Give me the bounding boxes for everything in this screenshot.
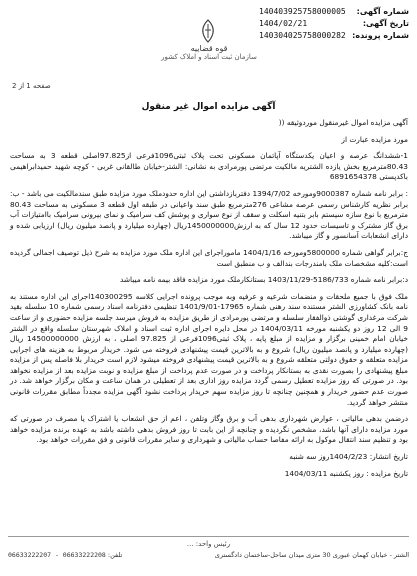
document-title: آگهی مزایده اموال غیر منقول xyxy=(141,102,276,112)
body-paragraph: ملک فوق با جمیع ملحقات و منضمات شرعیه و عرفیه وبه موجب پرونده اجرایی کلاسه 140300295اجرای این اداره مستند به نامه بانک کشاورزی الشتر مستنده سند رهنی شماره 17965-1401/9/01 تنظیمی دفترنامه اسناد رسمی شماره 10 سلسله بقید شرکت مرغداری گوشتی ذوالفقار سلسله و مرتضی پورمرادی از طریق مزایده به فروش میرسد جلسه مزایده حضوری و از ساعت 9 الی 12 روز دو یکشنبه مورخه 1404/03/11 در محل دایره اجرای اداره ثبت اسناد و املاک شهرستان سلسله واقع در الشتر خیابان امام خمینی برگزار و مزایده از مبلغ پایه ، پلاک ثبتی1096فرعی از 97.825 اصلی ، به ارزش 14500000000 ریال (چهارده میلیارد و پانصد میلیون ریال) شروع و به بالاترین قیمت پیشنهادی فروخته می شود. خریدار مربوط به هزینه های اجرایی مزایده متعلقه و حقوق دولتی متعلقه شروع و به بالاترین قیمت پیشنهادی فروخته میشود لازم است خریدار بلا فاصله پس از مزایده مبلغ پیشنهادی را بصورت نقدی به بستانکار پرداخت و در صورت عدم پرداخت از مبلغ مزایده و نوبت مزایده بعد از مزایده نخواهد بود. در صورتی که روز مزایده تعطیل رسمی گردد مزایده روز اداری بعد از تعطیلی در همان ساعت و مکان برگزار خواهد شد. در صورت عدم حضور خریدار و همچنین چنانچه تا روز مزایده سهم خریدار پرداخت نشود آگهی مزایده مجدداً مطابق مقررات قانونی منتشر خواهد گردید. xyxy=(10,291,409,407)
meta-value: 1404/02/21 xyxy=(259,19,308,28)
body-paragraph: مورد مزایده عبارت از xyxy=(341,134,408,144)
meta-row-ad-number xyxy=(259,6,409,18)
publish-date: تاریخ انتشار: 1404/2/23روز سه شنبه xyxy=(289,452,408,462)
footer-contact xyxy=(8,551,409,559)
body-paragraph: د:برابر نامه شماره 5186/733-1403/11/29 بستانکارملک مورد مزایده فاقد بیمه نامه میباشد xyxy=(119,275,408,285)
page-number: صفحه 1 از 2 xyxy=(12,82,51,90)
meta-value: 140304025758000282 xyxy=(259,31,346,40)
announcement-meta xyxy=(259,6,409,42)
footer-phone-numbers: 06633222208 - 06633222207 xyxy=(8,551,106,559)
body-paragraph: درضمن بدهی مالیاتی ، عوارض شهرداری بدهی آب و برق وگاز وتلفن ، اعم از حق انشعاب یا اشتراک یا مصرف در صورتی که مورد مزایده دارای آنها باشد، مشخص نگردیده و چنانچه از این بابت تا روز فروش بدهی داشته باشد به عهده برنده مزایده خواهد بود و تنظیم سند انتقال موکول به ارائه مفاصا حساب مالیاتی و شهرداری و سایر مقررات قانونی و فق مقررات خواهد بود. xyxy=(10,414,408,445)
body-paragraph: آگهی مزایده اموال غیرمنقول موردوثیقه (( xyxy=(278,118,408,127)
meta-row-ad-date xyxy=(259,18,409,30)
footer-address: الشتر - خیابان کهمان عبوری 30 متری میدان ساحل-ساختمان دادگستری xyxy=(214,551,409,559)
org-name: قوه قضاییه xyxy=(190,44,228,53)
meta-row-case-number xyxy=(259,30,409,42)
body-paragraph: : برابر نامه شماره 9000387ومورخه 1394/7/02 دفتربازداشتی این اداره حدودملک مورد مزایده طبق سندمالکیت می باشد - ب: برابر نظریه کارشناس رسمی عرصه مشاعی 276مترمربع طبق سند واعیانی در طبقه اول قطعه 3 مسکونی به مساحت 80.43 مترمربع با نوع سازه سیستم بابر بتنیه اسکلت و سقف از نوع سواری و پوشش کف سرامیک و نمای بیرونی سرامیک باامتیازات آب برق گاز مشترک و تاسیسات حدود 12 سال که به ارزش1450000000ریال (چهارده میلیارد و پانصد میلیون ریال) ارزیابی شده و دارای انشعابات آسانسور و گاز میباشد. xyxy=(10,188,409,241)
body-paragraph: 1-ششدانگ عرصه و اعیان یکدستگاه آپاتمان مسکونی تحت پلاک ثبتی1096فرعی از97.825اصلی قطعه 3 به مساحت 80.43مترمربع بخش یازده الشتریه مالکیت مرتضی پورمرادی به نشانی: الشتر-خیابان طالقانی غربی - کوچه شهید حمیدابراهیمی باکدپستی 6891654378 xyxy=(10,151,408,182)
body-paragraph: ج:برابر گواهی شماره 5800000ومورخه 1404/1/16 ماموراجرای این اداره ملک مورد مزایده به شرح ذیل توصیف اجمالی گردیده است:کلیه مشخصات ملک بامندرجات بندالف و ب منطبق است xyxy=(10,247,408,268)
org-subname: سازمان ثبت اسناد و املاک کشور xyxy=(161,53,257,61)
meta-value: 140403925758000005 xyxy=(259,7,346,16)
footer-phone-label: تلفن: xyxy=(107,551,123,559)
organization-header xyxy=(150,44,268,61)
document-footer xyxy=(8,536,409,559)
auction-date: تاریخ مزایده : روز یکشنبه 1404/03/11 xyxy=(284,468,408,478)
footer-phone-group xyxy=(8,551,122,559)
signature-line: رئیس واحد: ... xyxy=(186,540,231,548)
judiciary-emblem-icon xyxy=(196,18,220,44)
meta-label: شماره پرونده: xyxy=(352,31,409,40)
meta-label: شماره آگهی: xyxy=(356,7,409,16)
meta-label: تاریخ آگهی: xyxy=(362,19,409,28)
document-body xyxy=(10,118,408,485)
